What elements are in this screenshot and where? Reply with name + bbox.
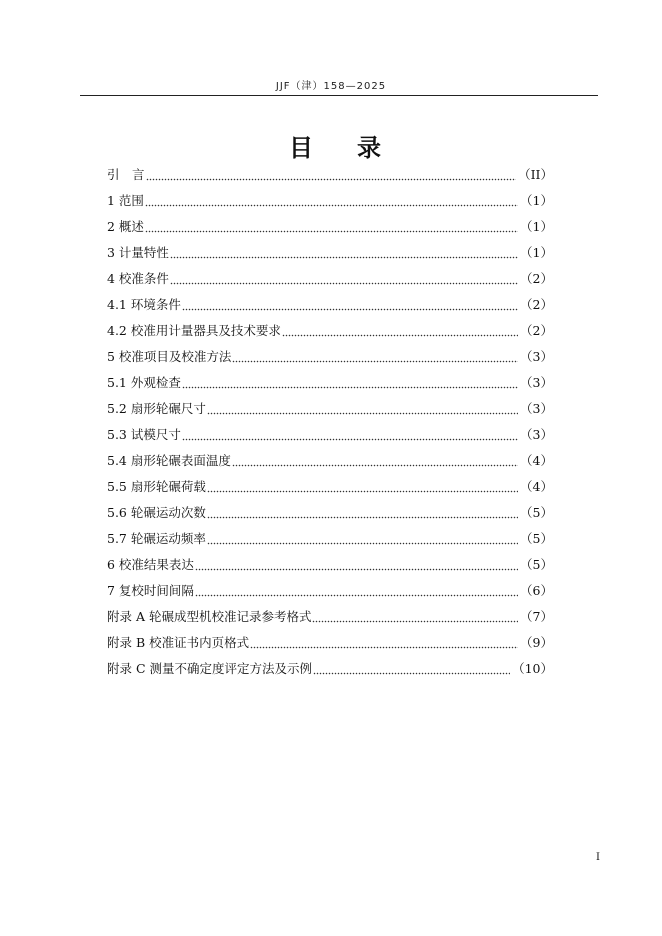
toc-entry xyxy=(107,656,553,682)
toc-entry-page: （10） xyxy=(512,661,553,676)
toc-entry-label: 5 校准项目及校准方法 xyxy=(107,349,232,364)
toc-entry xyxy=(107,162,553,188)
toc-dot-leader xyxy=(182,428,518,442)
toc-entry-label: 5.6 轮碾运动次数 xyxy=(107,505,206,520)
toc-dot-leader xyxy=(170,272,518,286)
document-code-header: JJF（津）158—2025 xyxy=(275,81,387,92)
table-of-contents xyxy=(107,162,553,682)
toc-entry xyxy=(107,422,553,448)
toc-entry xyxy=(107,578,553,604)
toc-entry-page: （4） xyxy=(520,453,553,468)
toc-entry-page: （3） xyxy=(520,401,553,416)
toc-entry-label: 4.2 校准用计量器具及技术要求 xyxy=(107,323,281,338)
toc-entry-label: 5.5 扇形轮碾荷载 xyxy=(107,479,206,494)
toc-entry xyxy=(107,214,553,240)
toc-entry-page: （3） xyxy=(520,375,553,390)
toc-entry-label: 4 校准条件 xyxy=(107,271,169,286)
toc-dot-leader xyxy=(145,220,518,234)
toc-entry-label: 5.4 扇形轮碾表面温度 xyxy=(107,453,231,468)
toc-dot-leader xyxy=(182,298,518,312)
toc-entry-label: 5.3 试模尺寸 xyxy=(107,427,181,442)
toc-entry xyxy=(107,526,553,552)
toc-dot-leader xyxy=(250,636,518,650)
toc-dot-leader xyxy=(170,246,518,260)
toc-entry xyxy=(107,292,553,318)
toc-dot-leader xyxy=(313,662,510,676)
toc-entry-page: （II） xyxy=(518,167,553,182)
toc-dot-leader xyxy=(195,584,518,598)
toc-entry xyxy=(107,344,553,370)
toc-entry xyxy=(107,240,553,266)
toc-dot-leader xyxy=(207,480,518,494)
footer-page-number: I xyxy=(596,852,600,863)
toc-entry xyxy=(107,630,553,656)
toc-entry xyxy=(107,604,553,630)
toc-entry-label: 6 校准结果表达 xyxy=(107,557,194,572)
toc-entry-label: 4.1 环境条件 xyxy=(107,297,181,312)
toc-entry-page: （4） xyxy=(520,479,553,494)
toc-dot-leader xyxy=(232,350,518,364)
toc-entry-label: 5.7 轮碾运动频率 xyxy=(107,531,206,546)
toc-dot-leader xyxy=(207,506,518,520)
toc-dot-leader xyxy=(207,402,518,416)
toc-entry-page: （1） xyxy=(520,245,553,260)
toc-dot-leader xyxy=(145,194,518,208)
toc-entry-page: （5） xyxy=(520,531,553,546)
toc-entry xyxy=(107,188,553,214)
toc-entry xyxy=(107,370,553,396)
toc-entry-page: （3） xyxy=(520,427,553,442)
toc-dot-leader xyxy=(182,376,518,390)
toc-dot-leader xyxy=(282,324,518,338)
toc-entry xyxy=(107,500,553,526)
toc-entry-label: 7 复校时间间隔 xyxy=(107,583,194,598)
toc-entry xyxy=(107,552,553,578)
toc-entry-label: 5.1 外观检查 xyxy=(107,375,181,390)
toc-entry-label: 5.2 扇形轮碾尺寸 xyxy=(107,401,206,416)
toc-entry xyxy=(107,266,553,292)
toc-dot-leader xyxy=(207,532,518,546)
toc-entry-page: （1） xyxy=(520,219,553,234)
toc-entry-page: （6） xyxy=(520,583,553,598)
toc-entry-label: 引 言 xyxy=(107,167,145,182)
toc-dot-leader xyxy=(312,610,518,624)
toc-entry-label: 附录 B 校准证书内页格式 xyxy=(107,635,250,650)
toc-entry xyxy=(107,396,553,422)
toc-entry-page: （5） xyxy=(520,557,553,572)
toc-entry-page: （2） xyxy=(520,271,553,286)
toc-dot-leader xyxy=(146,168,517,182)
header-divider xyxy=(80,95,598,96)
toc-entry-page: （2） xyxy=(520,323,553,338)
toc-entry xyxy=(107,474,553,500)
toc-entry-label: 2 概述 xyxy=(107,219,144,234)
toc-entry-page: （9） xyxy=(520,635,553,650)
toc-entry-label: 1 范围 xyxy=(107,193,144,208)
toc-dot-leader xyxy=(195,558,518,572)
toc-entry-page: （2） xyxy=(520,297,553,312)
toc-entry-page: （7） xyxy=(520,609,553,624)
toc-entry-label: 附录 C 测量不确定度评定方法及示例 xyxy=(107,661,313,676)
toc-entry-label: 3 计量特性 xyxy=(107,245,169,260)
page-title: 目 录 xyxy=(289,133,391,162)
toc-entry-label: 附录 A 轮碾成型机校准记录参考格式 xyxy=(107,609,312,624)
toc-entry xyxy=(107,318,553,344)
toc-entry-page: （1） xyxy=(520,193,553,208)
toc-dot-leader xyxy=(232,454,518,468)
toc-entry-page: （5） xyxy=(520,505,553,520)
toc-entry xyxy=(107,448,553,474)
toc-entry-page: （3） xyxy=(520,349,553,364)
